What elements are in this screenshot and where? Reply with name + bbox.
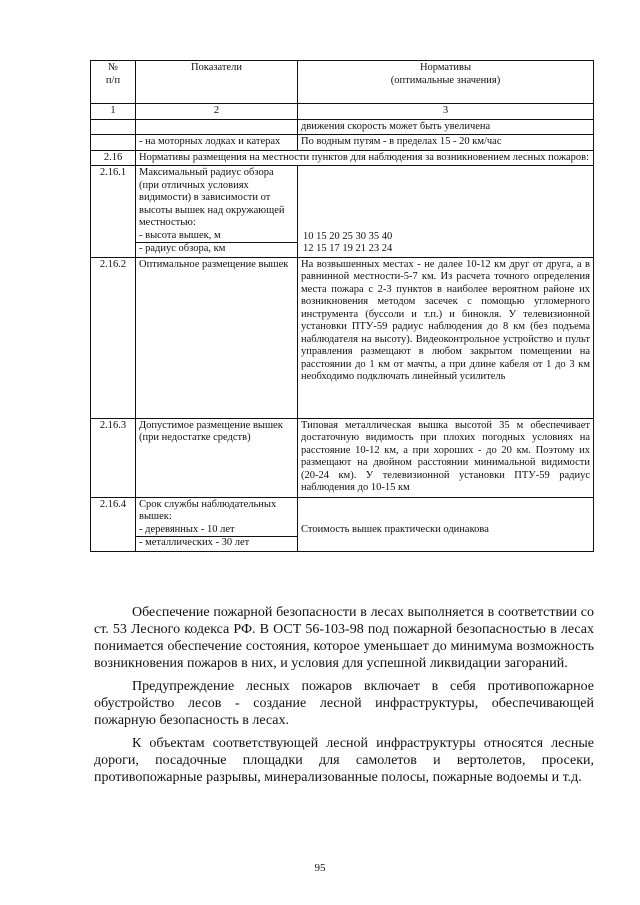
header-norms: Нормативы (оптимальные значения) <box>298 61 594 104</box>
paragraph: Предупреждение лесных пожаров включает в себя противопожарное обустройство лесов - создание лесной инфраструктуры, обеспечивающей пожарную безопасность в лесах. <box>94 679 594 728</box>
norms-table <box>90 60 594 552</box>
row-num: 2.16.1 <box>91 166 136 258</box>
table-header-row <box>91 61 594 104</box>
paragraph: К объектам соответствующей лесной инфраструктуры относятся лесные дороги, посадочные площадки для самолетов и вертолетов, просеки, противопожарные разрывы, минерализованные полосы, пожарные водоемы и т.д. <box>94 736 594 785</box>
row-norm: По водным путям - в пределах 15 - 20 км/час <box>298 135 594 151</box>
row-norm <box>298 497 594 551</box>
column-number-row <box>91 104 594 120</box>
table-row <box>91 166 594 258</box>
row-norm: движения скорость может быть увеличена <box>298 119 594 135</box>
row-num <box>91 119 136 135</box>
indicator-text: Срок службы наблюдательных вышек: <box>139 498 277 522</box>
norm-text: Стоимость вышек практически одинакова <box>301 524 489 535</box>
body-text <box>94 604 594 792</box>
row-indicator: Оптимальное размещение вышек <box>136 257 298 418</box>
table-row <box>91 257 594 418</box>
indicator-sub-height: - высота вышек, м <box>139 229 221 241</box>
values-radius: 12 15 17 19 21 23 24 <box>303 243 393 254</box>
page-number: 95 <box>314 862 326 874</box>
indicator-sub-radius: - радиус обзора, км <box>136 242 297 256</box>
indicator-sub-wooden: - деревянных - 10 лет <box>139 523 235 535</box>
row-indicator <box>136 497 298 551</box>
row-norm: На возвышенных местах - не далее 10-12 км друг от друга, а в равнинной местности-5-7 км. Из расчета точного определения места пожара с 2-3 пунктов в наиболее вероятном районе их возникновения методом засечек с помощью угломерного инструмента (буссоли и т.п.) и бинокля. У телевизионной установки ПТУ-59 радиус наблюдения до 8 км (без подъема наблюдателя на высоту). Видеоконтрольное устройство и пульт управления размещают в любом закрытом помещении на расстоянии до 1 км от мачты, а при длине кабеля от 1 до 3 км необходимо подключать линейный усилитель <box>298 257 594 418</box>
row-indicator: - на моторных лодках и катерах <box>136 135 298 151</box>
table-row <box>91 119 594 135</box>
header-indicator: Показатели <box>136 61 298 104</box>
indicator-sub-metal: - металлических - 30 лет <box>136 536 297 550</box>
row-indicator <box>136 166 298 258</box>
col-number-2: 2 <box>136 104 298 120</box>
row-num: 2.16.3 <box>91 418 136 497</box>
row-num <box>91 135 136 151</box>
row-num: 2.16 <box>91 150 136 166</box>
row-num: 2.16.2 <box>91 257 136 418</box>
col-number-3: 3 <box>298 104 594 120</box>
table-row <box>91 135 594 151</box>
row-num: 2.16.4 <box>91 497 136 551</box>
values-height: 10 15 20 25 30 35 40 <box>303 230 393 242</box>
table-section-row <box>91 150 594 166</box>
col-number-1: 1 <box>91 104 136 120</box>
table-row <box>91 497 594 551</box>
table-row <box>91 418 594 497</box>
indicator-text: Максимальный радиус обзора (при отличных условиях видимости) в зависимости от высоты вышек над окружающей местностью: <box>139 167 285 228</box>
row-indicator: Допустимое размещение вышек (при недостатке средств) <box>136 418 298 497</box>
row-indicator <box>136 119 298 135</box>
paragraph: Обеспечение пожарной безопасности в лесах выполняется в соответствии со ст. 53 Лесного кодекса РФ. В ОСТ 56-103-98 под пожарной безопасностью в лесах понимается обеспечение состояния, которое уменьшает до минимума возможность возникновения пожаров в них, и условия для успешной ликвидации загораний. <box>94 605 594 671</box>
section-title: Нормативы размещения на местности пунктов для наблюдения за возникновением лесных пожаров: <box>136 150 594 166</box>
header-num: № п/п <box>91 61 136 104</box>
row-norm: Типовая металлическая вышка высотой 35 м обеспечивает достаточную видимость при плохих погодных условиях на расстояние 10-12 км, а при хороших - до 20 км. Поэтому их размещают на двойном расстоянии минимальной видимости (20-24 км). У телевизионной установки ПТУ-59 радиус наблюдения до 10-15 км <box>298 418 594 497</box>
row-norm <box>298 166 594 258</box>
